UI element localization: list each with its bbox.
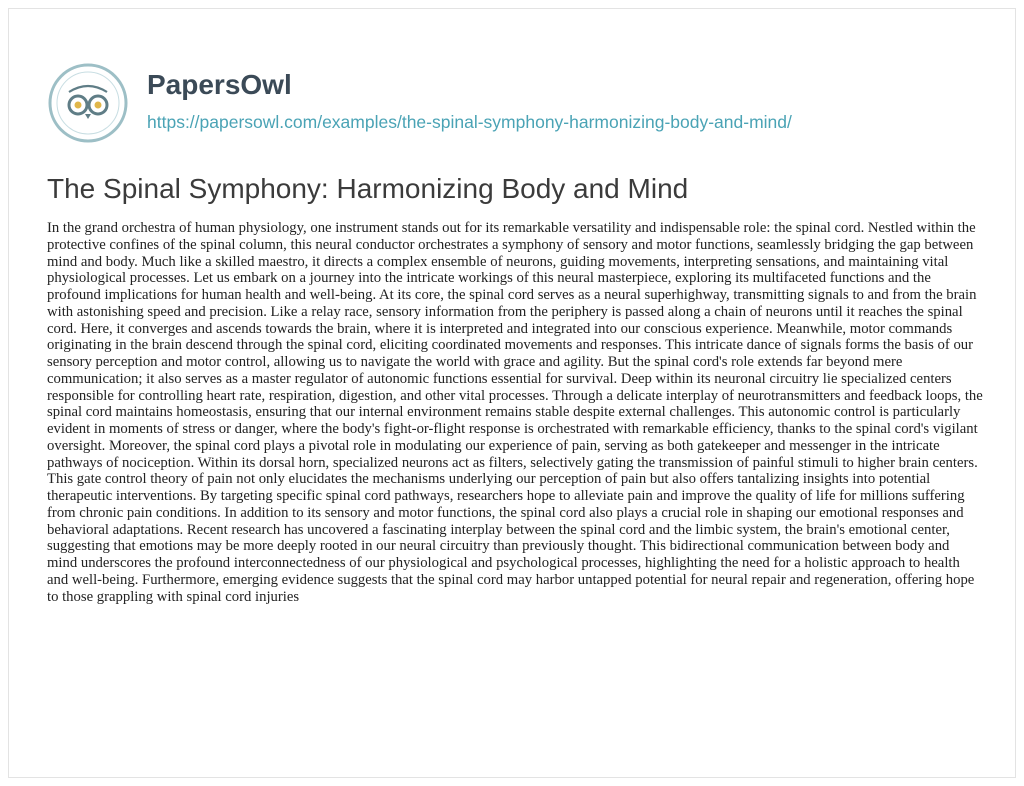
brand-header — [47, 62, 792, 144]
brand-text — [147, 68, 792, 133]
owl-logo-icon — [47, 62, 129, 144]
brand-name[interactable]: PapersOwl — [147, 68, 292, 100]
document-title: The Spinal Symphony: Harmonizing Body and Mind — [47, 173, 689, 204]
document-body: In the grand orchestra of human physiology, one instrument stands out for its remarkable versatility and indispensable role: the spinal cord. Nestled within the protective confines of the spinal column, this neural conductor orchestrates a symphony of sensory and motor functions, seamlessly bridging the gap between mind and body. Much like a skilled maestro, it directs a complex ensemble of neurons, guiding movements, interpreting sensations, and maintaining vital physiological processes. Let us embark on a journey into the intricate workings of this neural masterpiece, exploring its multifaceted functions and the profound implications for human health and well-being. At its core, the spinal cord serves as a neural superhighway, transmitting signals to and from the brain with astonishing speed and precision. Like a relay race, sensory information from the periphery is passed along a chain of neurons until it reaches the spinal cord. Here, it converges and ascends towards the brain, where it is interpreted and integrated into our conscious experience. Meanwhile, motor commands originating in the brain descend through the spinal cord, eliciting coordinated movements and responses. This intricate dance of signals forms the basis of our sensory perception and motor control, allowing us to navigate the world with grace and agility. But the spinal cord's role extends far beyond mere communication; it also serves as a master regulator of autonomic functions essential for survival. Deep within its neuronal circuitry lie specialized centers responsible for controlling heart rate, respiration, digestion, and other vital processes. Through a delicate interplay of neurotransmitters and feedback loops, the spinal cord maintains homeostasis, ensuring that our internal environment remains stable despite external challenges. This autonomic control is particularly evident in moments of stress or danger, where the body's fight-or-flight response is orchestrated with remarkable efficiency, thanks to the spinal cord's vigilant oversight. Moreover, the spinal cord plays a pivotal role in modulating our experience of pain, serving as both gatekeeper and messenger in the intricate pathways of nociception. Within its dorsal horn, specialized neurons act as filters, selectively gating the transmission of painful stimuli to higher brain centers. This gate control theory of pain not only elucidates the mechanisms underlying our perception of pain but also offers tantalizing insights into potential therapeutic interventions. By targeting specific spinal cord pathways, researchers hope to alleviate pain and improve the quality of life for millions suffering from chronic pain conditions. In addition to its sensory and motor functions, the spinal cord also plays a crucial role in shaping our emotional responses and behavioral adaptations. Recent research has uncovered a fascinating interplay between the spinal cord and the limbic system, the brain's emotional center, suggesting that emotions may be more deeply rooted in our neural circuitry than previously thought. This bidirectional communication between body and mind underscores the profound interconnectedness of our physiological and psychological processes, highlighting the need for a holistic approach to health and well-being. Furthermore, emerging evidence suggests that the spinal cord may harbor untapped potential for neural repair and regeneration, offering hope to those grappling with spinal cord injuries — [47, 220, 983, 605]
source-url-link[interactable]: https://papersowl.com/examples/the-spinal-symphony-harmonizing-body-and-mind/ — [147, 111, 792, 132]
